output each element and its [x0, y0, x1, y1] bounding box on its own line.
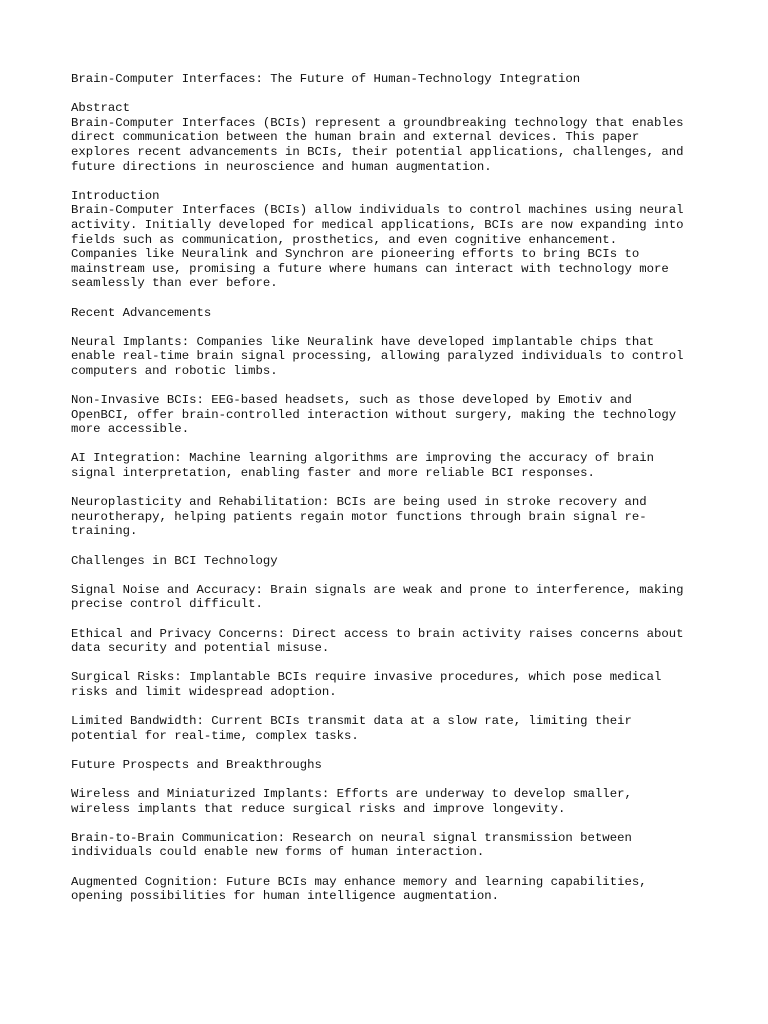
introduction-line: fields such as communication, prosthetics, and even cognitive enhancement.	[71, 232, 618, 247]
paragraph-line: Limited Bandwidth: Current BCIs transmit data at a slow rate, limiting their	[71, 714, 632, 729]
section-heading: Future Prospects and Breakthroughs	[71, 757, 322, 772]
recent-advancements-section	[71, 306, 711, 540]
paragraph-line: computers and robotic limbs.	[71, 363, 278, 378]
paragraph	[71, 451, 711, 480]
paragraph	[71, 831, 711, 860]
abstract-line: Brain-Computer Interfaces (BCIs) represent a groundbreaking technology that enables	[71, 115, 684, 130]
introduction-line: mainstream use, promising a future where humans can interact with technology more	[71, 261, 669, 276]
paragraph-line: individuals could enable new forms of human interaction.	[71, 845, 485, 860]
future-prospects-section	[71, 758, 711, 904]
paragraph	[71, 714, 711, 743]
paragraph-line: Neuroplasticity and Rehabilitation: BCIs are being used in stroke recovery and	[71, 495, 647, 510]
paragraph-line: risks and limit widespread adoption.	[71, 684, 337, 699]
paragraph-line: AI Integration: Machine learning algorithms are improving the accuracy of brain	[71, 451, 654, 466]
introduction-section	[71, 189, 711, 291]
abstract-heading: Abstract	[71, 101, 131, 116]
paragraph-line: Neural Implants: Companies like Neuralink have developed implantable chips that	[71, 334, 654, 349]
section-heading: Challenges in BCI Technology	[71, 553, 278, 568]
paragraph-line: neurotherapy, helping patients regain motor functions through brain signal re-	[71, 509, 647, 524]
paragraph-line: Wireless and Miniaturized Implants: Efforts are underway to develop smaller,	[71, 787, 632, 802]
paragraph-line: Surgical Risks: Implantable BCIs require invasive procedures, which pose medical	[71, 670, 662, 685]
paragraph-line: signal interpretation, enabling faster and more reliable BCI responses.	[71, 466, 595, 481]
paragraph	[71, 670, 711, 699]
introduction-heading: Introduction	[71, 188, 160, 203]
paragraph-line: data security and potential misuse.	[71, 641, 330, 656]
section-heading: Recent Advancements	[71, 305, 212, 320]
paragraph-line: Signal Noise and Accuracy: Brain signals are weak and prone to interference, making	[71, 582, 684, 597]
introduction-line: Brain-Computer Interfaces (BCIs) allow individuals to control machines using neural	[71, 203, 684, 218]
paragraph-line: Brain-to-Brain Communication: Research on neural signal transmission between	[71, 830, 632, 845]
paragraph	[71, 875, 711, 904]
document-title: Brain-Computer Interfaces: The Future of Human-Technology Integration	[71, 72, 581, 86]
paragraph	[71, 335, 711, 379]
document-page	[71, 72, 711, 904]
paragraph-line: OpenBCI, offer brain-controlled interaction without surgery, making the technology	[71, 407, 677, 422]
paragraph-line: enable real-time brain signal processing, allowing paralyzed individuals to control	[71, 349, 684, 364]
abstract-line: explores recent advancements in BCIs, their potential applications, challenges, and	[71, 144, 684, 159]
paragraph	[71, 393, 711, 437]
abstract-line: direct communication between the human brain and external devices. This paper	[71, 130, 640, 145]
paragraph-line: Augmented Cognition: Future BCIs may enhance memory and learning capabilities,	[71, 874, 647, 889]
abstract-line: future directions in neuroscience and human augmentation.	[71, 159, 492, 174]
paragraph-line: Ethical and Privacy Concerns: Direct access to brain activity raises concerns about	[71, 626, 684, 641]
paragraph	[71, 495, 711, 539]
introduction-line: seamlessly than ever before.	[71, 276, 278, 291]
paragraph-line: wireless implants that reduce surgical risks and improve longevity.	[71, 801, 566, 816]
introduction-line: activity. Initially developed for medical applications, BCIs are now expanding into	[71, 217, 684, 232]
paragraph	[71, 627, 711, 656]
paragraph-line: precise control difficult.	[71, 597, 263, 612]
paragraph-line: more accessible.	[71, 422, 190, 437]
paragraph-line: potential for real-time, complex tasks.	[71, 728, 359, 743]
paragraph	[71, 583, 711, 612]
paragraph	[71, 787, 711, 816]
abstract-section	[71, 101, 711, 174]
paragraph-line: training.	[71, 524, 138, 539]
paragraph-line: opening possibilities for human intelligence augmentation.	[71, 889, 500, 904]
introduction-line: Companies like Neuralink and Synchron are pioneering efforts to bring BCIs to	[71, 247, 640, 262]
paragraph-line: Non-Invasive BCIs: EEG-based headsets, such as those developed by Emotiv and	[71, 393, 632, 408]
challenges-section	[71, 554, 711, 744]
